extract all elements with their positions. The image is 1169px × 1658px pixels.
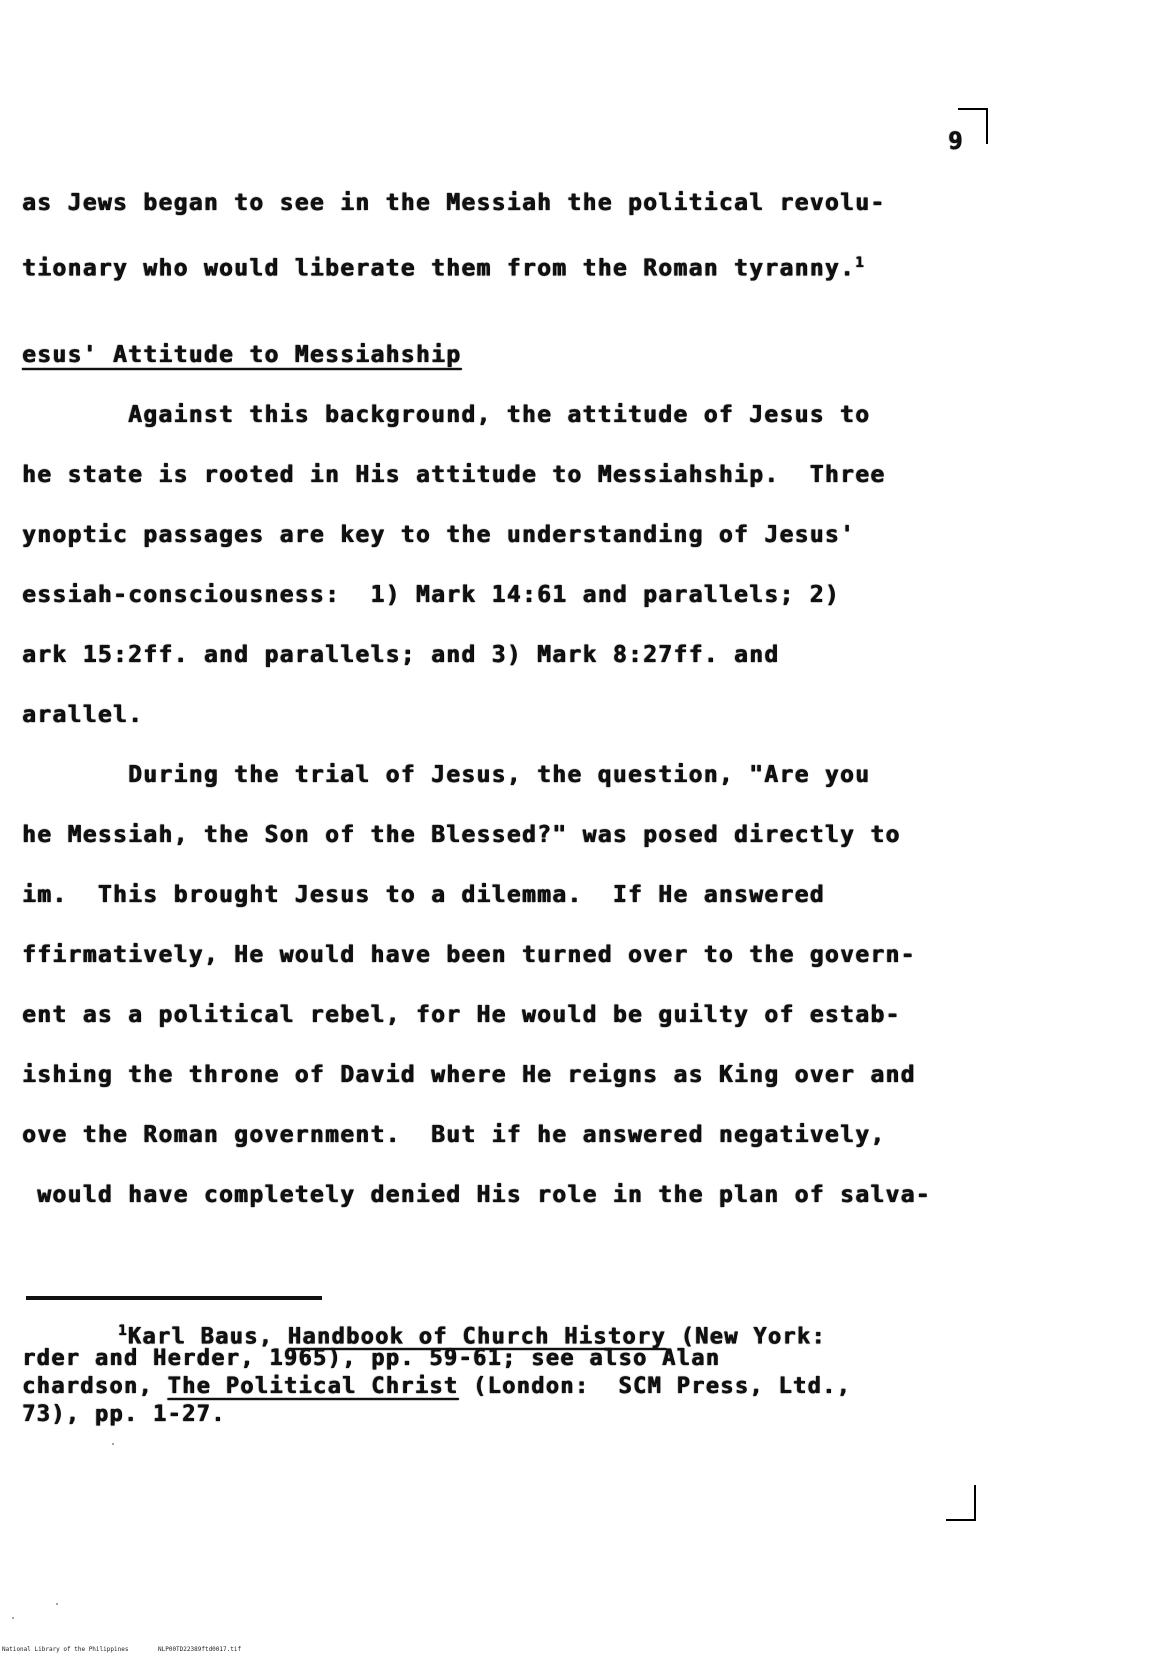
intro-line-2-text: tionary who would liberate them from the Roman tyranny. — [22, 255, 856, 282]
paragraph-1-line-6: arallel. — [22, 702, 144, 728]
scan-speck — [112, 1443, 114, 1445]
footnote-separator — [26, 1296, 322, 1300]
paragraph-1-line-3: ynoptic passages are key to the understanding of Jesus' — [22, 522, 856, 548]
footnote-title: Handbook of Church History — [287, 1324, 666, 1350]
footnote-line-3 — [22, 1374, 851, 1400]
paragraph-2-line-4: ffirmatively, He would have been turned over to the govern- — [22, 942, 916, 968]
paragraph-1-line-5: ark 15:2ff. and parallels; and 3) Mark 8:27ff. and — [22, 642, 780, 668]
footnote-reference: 1 — [855, 255, 865, 271]
section-heading: esus' Attitude to Messiahship — [22, 342, 462, 368]
footnote-line-3-end: (London: SCM Press, Ltd., — [458, 1374, 852, 1399]
footnote-second-title: The Political Christ — [167, 1374, 459, 1399]
paragraph-2-line-5: ent as a political rebel, for He would be guilty of estab- — [22, 1002, 901, 1028]
paragraph-2-line-7: ove the Roman government. But if he answered negatively, — [22, 1122, 886, 1148]
paragraph-2-line-1: During the trial of Jesus, the question, "Are you — [128, 762, 871, 788]
paragraph-1-line-4: essiah-consciousness: 1) Mark 14:61 and parallels; 2) — [22, 582, 840, 608]
footnote-author: Karl Baus, — [127, 1324, 274, 1350]
crop-mark-bottom-right — [946, 1485, 976, 1521]
footnote-publisher: (New York: — [665, 1324, 826, 1350]
footer-filename: NLP00TD22389ftd0017.tif — [158, 1646, 242, 1653]
paragraph-2-line-2: he Messiah, the Son of the Blessed?" was posed directly to — [22, 822, 901, 848]
paragraph-2-line-3: im. This brought Jesus to a dilemma. If He answered — [22, 882, 825, 908]
scan-speck — [12, 1617, 14, 1619]
intro-line-2 — [22, 248, 865, 284]
paragraph-2-line-6: ishing the throne of David where He reigns as King over and — [22, 1062, 916, 1088]
paragraph-2-line-8: would have completely denied His role in the plan of salva- — [22, 1182, 931, 1208]
footnote-line-2: rder and Herder, 1965), pp. 59-61; see also Alan — [22, 1346, 721, 1371]
footnote-marker: 1 — [118, 1323, 128, 1339]
footer-source: National Library of the Philippines — [2, 1646, 129, 1653]
page-number: 9 — [948, 127, 964, 155]
scan-speck — [56, 1603, 58, 1605]
footnote-line-3-start: chardson, — [22, 1374, 168, 1399]
paragraph-1-line-2: he state is rooted in His attitude to Messiahship. Three — [22, 462, 886, 488]
footnote-line-4: 73), pp. 1-27. — [22, 1402, 226, 1427]
paragraph-1-line-1: Against this background, the attitude of Jesus to — [128, 402, 871, 428]
intro-line-1: as Jews began to see in the Messiah the political revolu- — [22, 190, 886, 216]
